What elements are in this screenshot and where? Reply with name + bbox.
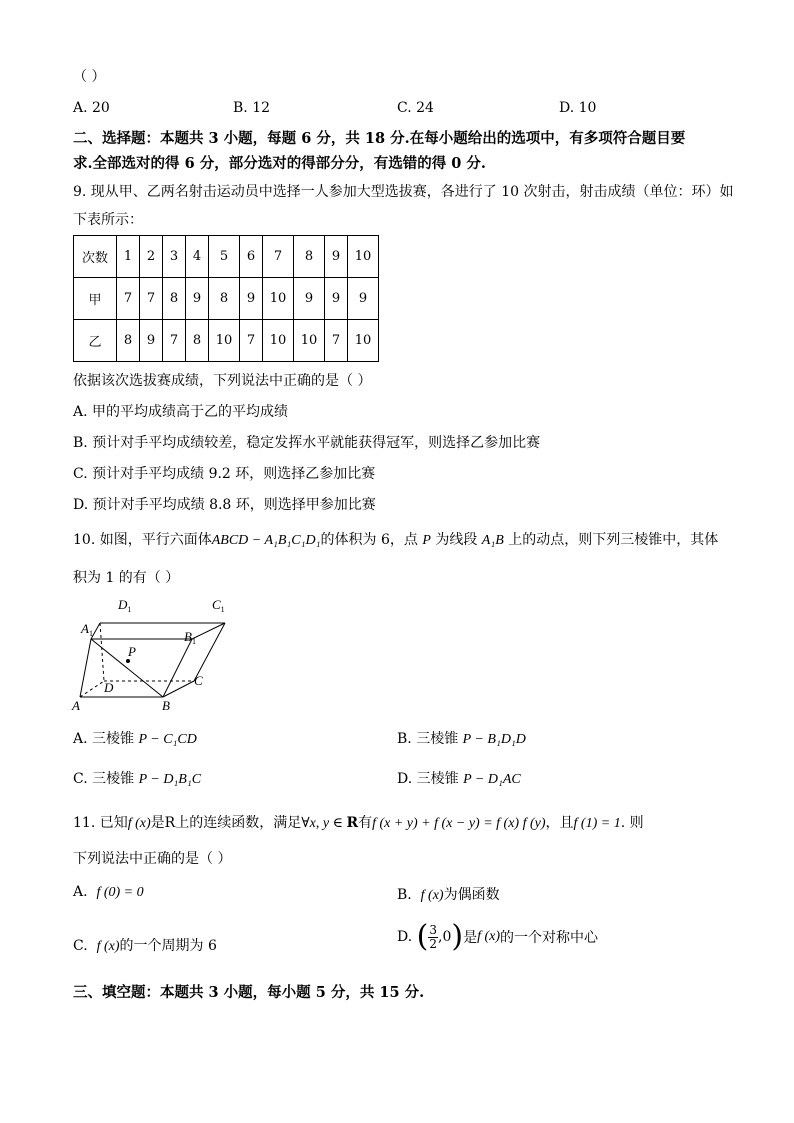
table-cell: 7 — [325, 320, 348, 362]
table-header-row — [74, 236, 379, 278]
q8-option-d: D. 10 — [559, 100, 597, 116]
table-cell: 10 — [294, 320, 325, 362]
section2-heading-line2: 求.全部选对的得 6 分，部分选对的得部分分，有选错的得 0 分. — [73, 155, 486, 172]
table-cell: 7 — [140, 278, 163, 320]
edge-b1a1 — [192, 623, 225, 639]
point-p — [126, 659, 130, 663]
hidden-edge-ad — [80, 681, 104, 697]
table-header-cell: 次数 — [74, 236, 117, 278]
q9-stem-line2: 下表所示： — [73, 212, 143, 228]
table-row — [74, 278, 379, 320]
q11-option-b: B. f (x)为偶函数 — [397, 887, 500, 903]
label-b: B — [162, 698, 170, 713]
table-cell: 9 — [294, 278, 325, 320]
q11-option-d: D. ( $\frac{3}{2}$ ,0)是f (x)的一个对称中心 — [397, 919, 599, 954]
table-cell: 甲 — [74, 278, 117, 320]
table-header-cell: 10 — [348, 236, 379, 278]
edge-bc — [163, 681, 194, 697]
q8-answer-paren: （ ） — [73, 69, 106, 85]
table-header-cell: 6 — [240, 236, 263, 278]
q10-stem-line2: 积为 1 的有（ ） — [73, 570, 180, 586]
q10-option-c: C. 三棱锥 P − D₁B₁C — [73, 771, 202, 787]
q9-option-c: C. 预计对手平均成绩 9.2 环，则选择乙参加比赛 — [73, 466, 376, 482]
section3-heading: 三、填空题：本题共 3 小题，每小题 5 分，共 15 分. — [73, 984, 425, 1001]
section2-heading-line1: 二、选择题：本题共 3 小题，每题 6 分，共 18 分.在每小题给出的选项中，有多项符合题目要 — [73, 130, 686, 147]
q11-option-a: A. f (0) = 0 — [73, 884, 144, 900]
table-cell: 8 — [186, 320, 209, 362]
fraction-three-halves: $\frac{3}{2}$ — [429, 922, 437, 951]
table-cell: 9 — [240, 278, 263, 320]
table-header-cell: 7 — [263, 236, 294, 278]
table-header-cell: 9 — [325, 236, 348, 278]
table-row — [74, 320, 379, 362]
table-cell: 8 — [163, 278, 186, 320]
table-cell: 9 — [186, 278, 209, 320]
q9-question: 依据该次选拔赛成绩，下列说法中正确的是（ ） — [73, 373, 372, 389]
label-d: D — [104, 680, 114, 695]
label-c1: $C_1$ — [212, 597, 225, 614]
q9-option-a: A. 甲的平均成绩高于乙的平均成绩 — [73, 404, 289, 420]
table-cell: 乙 — [74, 320, 117, 362]
table-cell: 9 — [325, 278, 348, 320]
label-c: C — [194, 673, 203, 688]
q10-option-a: A. 三棱锥 P − C₁CD — [73, 731, 197, 747]
table-cell: 10 — [348, 320, 379, 362]
hidden-edge-dd1 — [100, 623, 104, 681]
q10-stem-line1: 10. 如图，平行六面体ABCD − A₁B₁C₁D₁的体积为 6，点 P 为线段 A₁B 上的动点，则下列三棱锥中，其体 — [73, 532, 719, 548]
table-cell: 9 — [348, 278, 379, 320]
segment-name: A₁B — [481, 533, 504, 548]
q8-option-a: A. 20 — [73, 100, 110, 116]
q8-option-b: B. 12 — [233, 100, 271, 116]
q10-option-d: D. 三棱锥 P − D₁AC — [397, 771, 521, 787]
table-cell: 8 — [209, 278, 240, 320]
q11-option-c: C. f (x)的一个周期为 6 — [73, 938, 217, 954]
q10-option-b: B. 三棱锥 P − B₁D₁D — [397, 731, 526, 747]
parallelepiped-figure — [70, 592, 240, 716]
edge-bb1 — [163, 639, 192, 697]
table-cell: 10 — [263, 278, 294, 320]
q9-option-d: D. 预计对手平均成绩 8.8 环，则选择甲参加比赛 — [73, 497, 376, 513]
table-header-cell: 2 — [140, 236, 163, 278]
label-b1: $B_1$ — [184, 629, 196, 646]
q8-option-c: C. 24 — [397, 100, 434, 116]
table-cell: 8 — [117, 320, 140, 362]
label-d1: $D_1$ — [118, 597, 132, 614]
q11-stem-line1: 11. 已知f (x)是R上的连续函数，满足∀x, y ∈ R有f (x + y) + f (x − y) = f (x) f (y)，且f (1) = 1. 则 — [73, 815, 644, 831]
score-table — [73, 235, 379, 362]
q9-option-b: B. 预计对手平均成绩较差，稳定发挥水平就能获得冠军，则选择乙参加比赛 — [73, 435, 541, 451]
table-cell: 7 — [163, 320, 186, 362]
table-header-cell: 8 — [294, 236, 325, 278]
q11-stem-line2: 下列说法中正确的是（ ） — [73, 851, 232, 867]
table-header-cell: 4 — [186, 236, 209, 278]
edge-aa1 — [80, 639, 91, 697]
label-p: P — [128, 644, 136, 659]
table-cell: 7 — [240, 320, 263, 362]
table-cell: 9 — [140, 320, 163, 362]
label-a1: $A_1$ — [81, 621, 93, 638]
table-cell: 10 — [209, 320, 240, 362]
table-header-cell: 5 — [209, 236, 240, 278]
table-cell: 7 — [117, 278, 140, 320]
functional-equation: f (x + y) + f (x − y) = f (x) f (y) — [372, 816, 546, 831]
label-a: A — [72, 698, 80, 713]
solid-name: ABCD − A₁B₁C₁D₁ — [211, 533, 321, 548]
table-cell: 10 — [263, 320, 294, 362]
table-header-cell: 1 — [117, 236, 140, 278]
table-header-cell: 3 — [163, 236, 186, 278]
q9-stem-line1: 9. 现从甲、乙两名射击运动员中选择一人参加大型选拔赛，各进行了 10 次射击，射击成绩（单位：环）如 — [73, 184, 734, 200]
